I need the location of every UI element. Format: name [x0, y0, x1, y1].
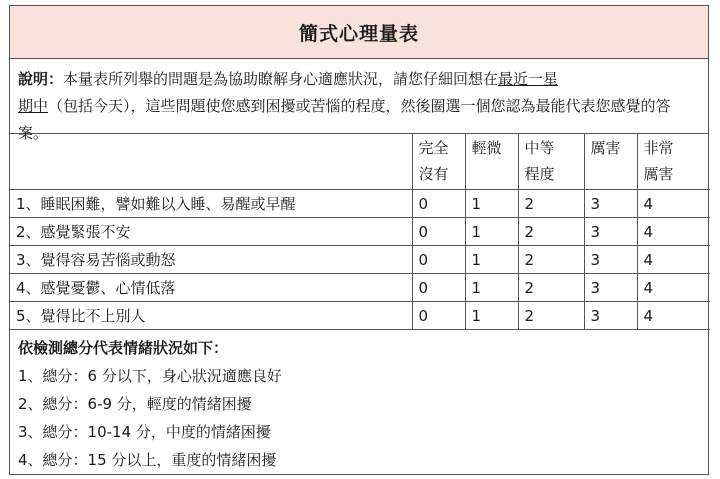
- question-row: [10, 302, 710, 330]
- score-option[interactable]: 2: [518, 274, 584, 302]
- score-option[interactable]: 4: [637, 218, 710, 246]
- rating-header-row: [10, 134, 710, 190]
- question-label: 3、覺得容易苦惱或動怒: [10, 246, 412, 274]
- score-option[interactable]: 1: [465, 218, 518, 246]
- score-option[interactable]: 0: [412, 302, 465, 330]
- score-option[interactable]: 4: [637, 274, 710, 302]
- question-label: 4、感覺憂鬱、心情低落: [10, 274, 412, 302]
- questionnaire-sheet: [9, 5, 709, 475]
- scoring-item: 4、總分：15 分以上，重度的情緒困擾: [18, 451, 277, 469]
- score-option[interactable]: 0: [412, 190, 465, 218]
- score-option[interactable]: 1: [465, 274, 518, 302]
- instructions-lead: 說明：: [18, 70, 64, 88]
- question-label: 2、感覺緊張不安: [10, 218, 412, 246]
- score-option[interactable]: 3: [584, 218, 637, 246]
- score-option[interactable]: 2: [518, 190, 584, 218]
- header-empty-cell: [10, 134, 412, 190]
- page-title: 簡式心理量表: [10, 6, 708, 59]
- column-header: 完全 沒有: [412, 134, 465, 190]
- column-header: 厲害: [584, 134, 637, 190]
- question-row: [10, 218, 710, 246]
- score-option[interactable]: 4: [637, 246, 710, 274]
- score-option[interactable]: 3: [584, 274, 637, 302]
- score-option[interactable]: 4: [637, 302, 710, 330]
- instructions-underlined-2: 期中: [18, 97, 49, 115]
- column-header: 非常 厲害: [637, 134, 710, 190]
- score-option[interactable]: 2: [518, 218, 584, 246]
- scoring-heading: 依檢測總分代表情緒狀況如下：: [18, 339, 229, 357]
- column-header: 中等 程度: [518, 134, 584, 190]
- score-option[interactable]: 4: [637, 190, 710, 218]
- score-option[interactable]: 0: [412, 218, 465, 246]
- scoring-item: 2、總分：6-9 分，輕度的情緒困擾: [18, 395, 252, 413]
- question-row: [10, 190, 710, 218]
- question-label: 5、覺得比不上別人: [10, 302, 412, 330]
- instructions-underlined-1: 最近一星: [498, 70, 559, 88]
- score-option[interactable]: 1: [465, 190, 518, 218]
- scoring-item: 1、總分：6 分以下，身心狀況適應良好: [18, 367, 282, 385]
- score-option[interactable]: 0: [412, 274, 465, 302]
- score-option[interactable]: 0: [412, 246, 465, 274]
- score-option[interactable]: 2: [518, 302, 584, 330]
- instructions-text-1: 本量表所列舉的問題是為協助瞭解身心適應狀況，請您仔細回想在: [63, 70, 499, 88]
- score-option[interactable]: 2: [518, 246, 584, 274]
- question-label: 1、睡眠困難，譬如難以入睡、易醒或早醒: [10, 190, 412, 218]
- question-row: [10, 246, 710, 274]
- score-option[interactable]: 3: [584, 246, 637, 274]
- scoring-guide: [10, 330, 708, 478]
- rating-table: [10, 134, 710, 330]
- scoring-item: 3、總分：10-14 分，中度的情緒困擾: [18, 423, 271, 441]
- score-option[interactable]: 3: [584, 302, 637, 330]
- column-header: 輕微: [465, 134, 518, 190]
- score-option[interactable]: 3: [584, 190, 637, 218]
- score-option[interactable]: 1: [465, 302, 518, 330]
- score-option[interactable]: 1: [465, 246, 518, 274]
- instructions-text-2: （包括今天），這些問題使您感到困擾或苦惱的程度，然後圈選一個您認為最能代表您感覺的答案。: [18, 97, 671, 142]
- question-row: [10, 274, 710, 302]
- instructions: [10, 59, 708, 142]
